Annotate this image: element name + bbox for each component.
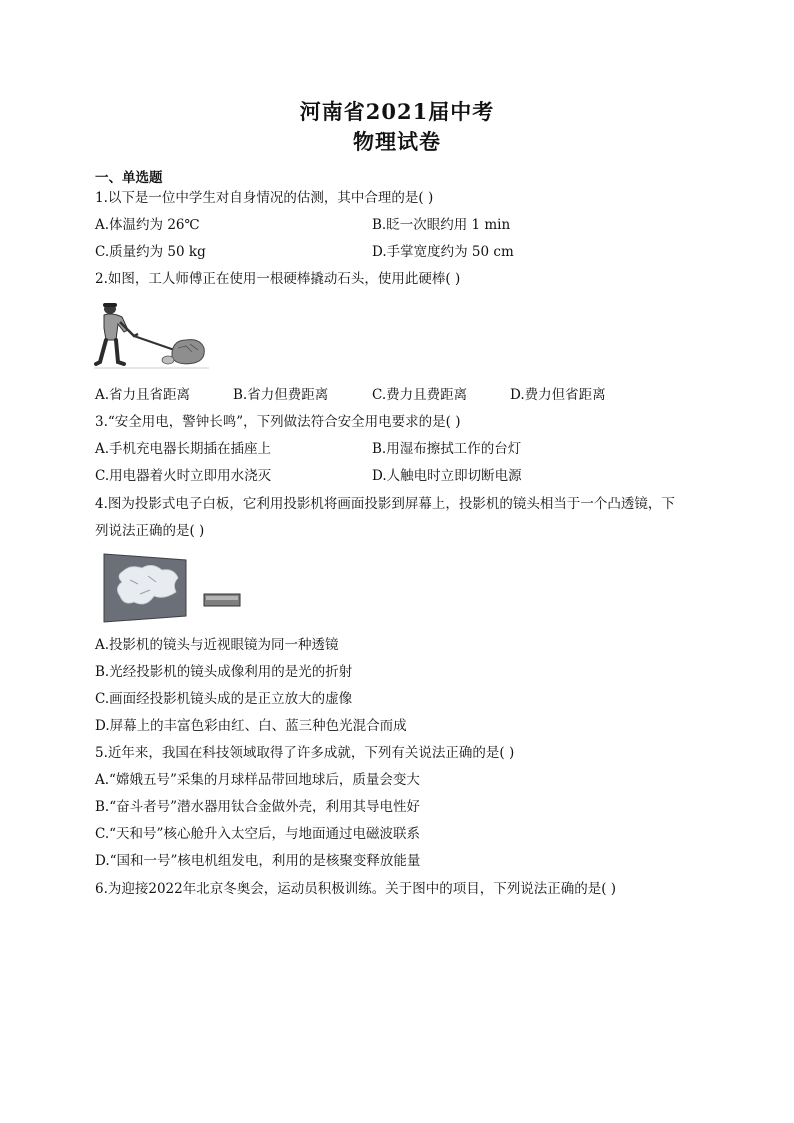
question-1-option-d: D.手掌宽度约为 50 cm [372,244,514,260]
question-3-option-a: A.手机充电器长期插在插座上 [95,441,272,457]
question-1-option-b: B.眨一次眼约用 1 min [372,217,511,233]
question-1-option-a: A.体温约为 26℃ [95,217,200,233]
question-2-option-a: A.省力且省距离 [95,387,191,403]
question-2-option-b: B.省力但费距离 [233,387,329,403]
question-1-stem: 1.以下是一位中学生对自身情况的估测，其中合理的是( ) [95,190,434,206]
question-5-option-d: D.“国和一号”核电机组发电，利用的是核聚变释放能量 [95,853,421,869]
question-6-stem: 6.为迎接2022年北京冬奥会，运动员积极训练。关于图中的项目，下列说法正确的是( ) [95,881,617,897]
worker-lever-figure [94,300,209,374]
projector-whiteboard-figure [100,550,250,624]
section-heading: 一、单选题 [95,170,163,186]
question-4-option-c: C.画面经投影机镜头成的是正立放大的虚像 [95,691,353,707]
question-5-option-a: A.“嫦娥五号”采集的月球样品带回地球后，质量会变大 [95,772,420,788]
question-2-stem: 2.如图，工人师傅正在使用一根硬棒撬动石头，使用此硬棒( ) [95,271,461,287]
question-2-option-d: D.费力但省距离 [510,387,606,403]
question-4-option-b: B.光经投影机的镜头成像利用的是光的折射 [95,664,353,680]
question-3-option-d: D.人触电时立即切断电源 [372,468,522,484]
question-4-stem: 4.图为投影式电子白板，它利用投影机将画面投影到屏幕上，投影机的镜头相当于一个凸透镜，下 [95,496,675,512]
question-4-stem-continued: 列说法正确的是( ) [95,523,205,539]
question-1-option-c: C.质量约为 50 kg [95,244,206,260]
question-3-option-c: C.用电器着火时立即用水浇灭 [95,468,272,484]
question-5-option-b: B.“奋斗者号”潜水器用钛合金做外壳，利用其导电性好 [95,799,421,815]
page-title: 河南省2021届中考 [299,99,495,124]
fulcrum [162,356,174,364]
question-4-option-d: D.屏幕上的丰富色彩由红、白、蓝三种色光混合而成 [95,718,407,734]
question-3-stem: 3.“安全用电，警钟长鸣”，下列做法符合安全用电要求的是( ) [95,414,461,430]
question-5-option-c: C.“天和号”核心舱升入太空后，与地面通过电磁波联系 [95,826,420,842]
question-4-option-a: A.投影机的镜头与近视眼镜为同一种透镜 [95,637,339,653]
rock [172,340,204,364]
page-subtitle: 物理试卷 [353,129,441,154]
question-3-option-b: B.用湿布擦拭工作的台灯 [372,441,522,457]
question-5-stem: 5.近年来，我国在科技领域取得了许多成就，下列有关说法正确的是( ) [95,745,515,761]
question-2-option-c: C.费力且费距离 [372,387,468,403]
